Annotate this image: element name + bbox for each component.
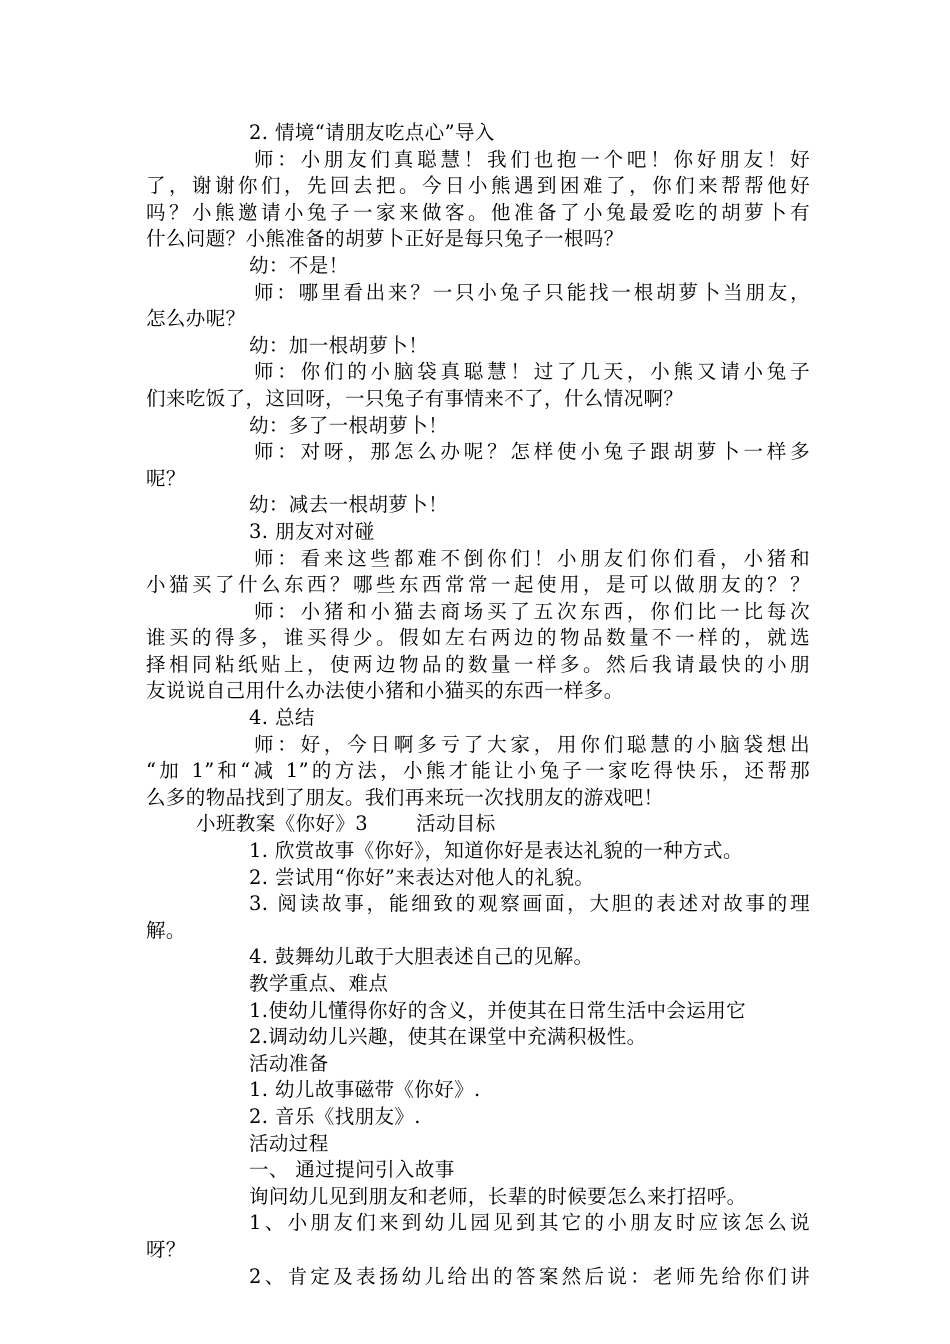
paragraph-line: 谁买的得多，谁买得少。假如左右两边的物品数量不一样的，就选 [146,626,810,650]
paragraph-line: 友说说自己用什么办法使小猪和小猫买的东西一样多。 [146,679,624,703]
list-item: 2. 音乐《找朋友》. [249,1104,421,1128]
list-item: 询问幼儿见到朋友和老师，长辈的时候要怎么来打招呼。 [249,1184,747,1208]
paragraph-line: 小猫买了什么东西？哪些东西常常一起使用，是可以做朋友的？？ [146,573,810,597]
paragraph-line: “加 1”和“减 1”的方法，小熊才能让小兔子一家吃得快乐，还帮那 [146,759,810,783]
paragraph-line: 呢？ [146,466,186,490]
paragraph-line: 师：小朋友们真聪慧！我们也抱一个吧！你好朋友！好 [254,147,810,171]
paragraph-line: 幼：减去一根胡萝卜！ [249,493,449,517]
list-item: 呀？ [146,1237,186,1261]
paragraph-line: 幼：多了一根胡萝卜！ [249,413,449,437]
paragraph-line: 师：好，今日啊多亏了大家，用你们聪慧的小脑袋想出 [254,732,810,756]
goal-item: 解。 [146,918,186,942]
section-heading: 活动准备 [249,1051,329,1075]
paragraph-line: 师：你们的小脑袋真聪慧！过了几天，小熊又请小兔子 [254,360,810,384]
list-item: 一、 通过提问引入故事 [249,1158,455,1182]
paragraph-line: 吗？小熊邀请小兔子一家来做客。他准备了小兔最爱吃的胡萝卜有 [146,200,810,224]
paragraph-line: 幼：不是！ [249,253,349,277]
paragraph-line: 师：看来这些都难不倒你们！小朋友们你们看，小猪和 [254,546,810,570]
goal-item: 3. 阅读故事，能细致的观察画面，大胆的表述对故事的理 [249,892,810,916]
goal-item: 1. 欣赏故事《你好》，知道你好是表达礼貌的一种方式。 [249,839,743,863]
paragraph-line: 师：哪里看出来？一只小兔子只能找一根胡萝卜当朋友， [254,280,810,304]
paragraph-line: 师：小猪和小猫去商场买了五次东西，你们比一比每次 [254,599,810,623]
paragraph-line: 幼：加一根胡萝卜！ [249,333,429,357]
lesson-title-line [146,811,810,838]
paragraph-line: 师：对呀，那怎么办呢？怎样使小兔子跟胡萝卜一样多 [254,440,810,464]
goal-item: 2. 尝试用“你好”来表达对他人的礼貌。 [249,865,595,889]
list-item: 2.调动幼儿兴趣，使其在课堂中充满积极性。 [249,1025,647,1049]
heading-summary: 4. 总结 [249,706,315,730]
paragraph-line: 了，谢谢你们，先回去把。今日小熊遇到困难了，你们来帮帮他好 [146,174,810,198]
document-page [146,120,810,1290]
paragraph-line: 么多的物品找到了朋友。我们再来玩一次找朋友的游戏吧！ [146,785,664,809]
lesson-subtitle: 活动目标 [416,812,496,836]
paragraph-line: 怎么办呢？ [146,307,246,331]
heading-friends: 3. 朋友对对碰 [249,519,375,543]
paragraph-line: 择相同粘纸贴上，使两边物品的数量一样多。然后我请最快的小朋 [146,652,810,676]
list-item: 2、肯定及表扬幼儿给出的答案然后说：老师先给你们讲 [249,1264,810,1288]
paragraph-line: 们来吃饭了，这回呀，一只兔子有事情来不了，什么情况啊？ [146,386,684,410]
list-item: 1.使幼儿懂得你好的含义，并使其在日常生活中会运用它 [249,998,747,1022]
section-heading: 教学重点、难点 [249,972,389,995]
lesson-title: 小班教案《你好》3 [196,812,369,836]
section-heading: 活动过程 [249,1131,329,1155]
paragraph-line: 什么问题？小熊准备的胡萝卜正好是每只兔子一根吗？ [146,227,624,251]
list-item: 1、小朋友们来到幼儿园见到其它的小朋友时应该怎么说 [249,1211,810,1235]
goal-item: 4. 鼓舞幼儿敢于大胆表述自己的见解。 [249,945,594,969]
heading-scenario: 2. 情境“请朋友吃点心”导入 [249,121,495,144]
list-item: 1. 幼儿故事磁带《你好》. [249,1078,481,1102]
